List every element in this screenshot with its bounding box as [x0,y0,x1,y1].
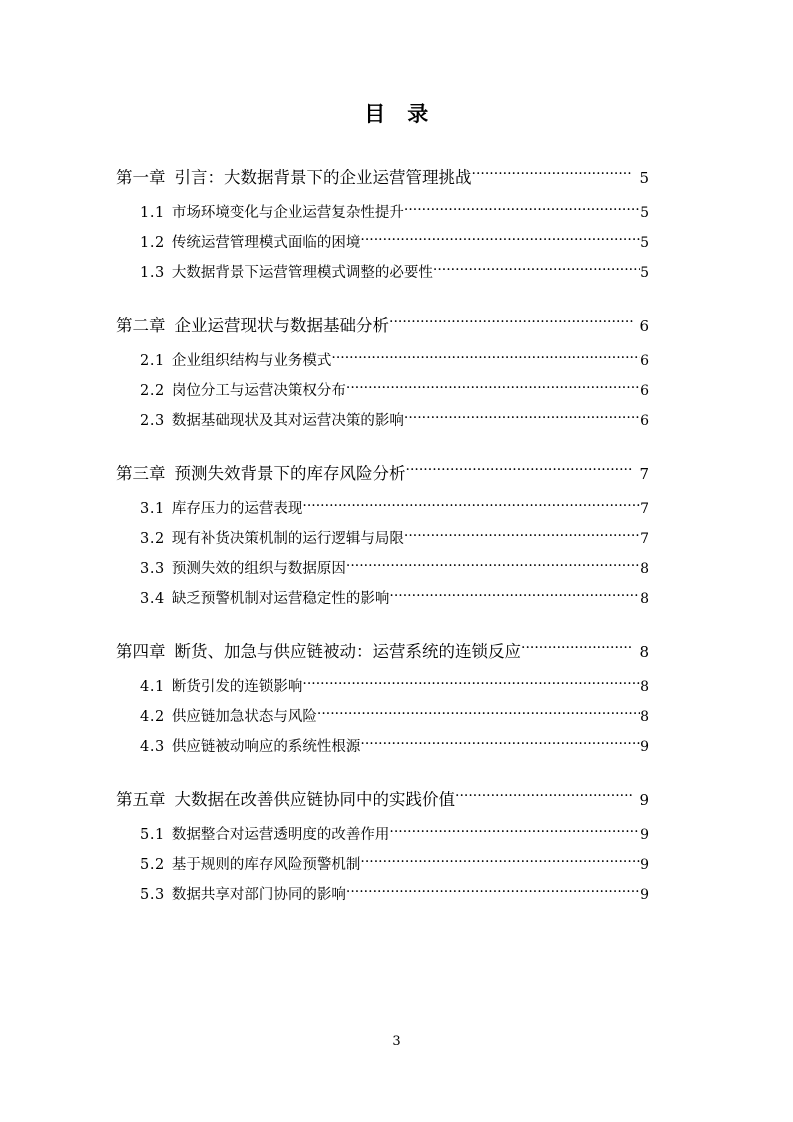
toc-dot-leader [302,499,640,514]
toc-dot-leader [360,233,640,248]
toc-chapter-group [116,310,649,436]
toc-section-number: 2.3 [140,413,165,429]
toc-section-number: 5.2 [140,857,165,873]
toc-chapter-entry[interactable] [116,636,649,668]
toc-section-title: 现有补货决策机制的运行逻辑与局限 [171,531,404,547]
toc-chapter-page: 5 [639,169,649,187]
toc-dot-leader [521,641,633,658]
toc-section-entry[interactable] [116,732,649,762]
toc-section-page: 9 [640,827,649,843]
toc-section-entry[interactable] [116,820,649,850]
toc-section-title: 市场环境变化与企业运营复杂性提升 [171,205,404,221]
toc-section-page: 8 [640,679,649,695]
toc-section-page: 8 [640,561,649,577]
toc-section-title: 企业组织结构与业务模式 [171,353,332,369]
toc-section-entry[interactable] [116,584,649,614]
toc-section-number: 4.1 [140,679,165,695]
toc-section-entry[interactable] [116,258,649,288]
toc-section-number: 4.2 [140,709,165,725]
toc-chapter-entry[interactable] [116,162,649,194]
toc-section-title: 岗位分工与运营决策权分布 [171,383,346,399]
toc-dot-leader [360,737,640,752]
footer-page-number: 3 [392,1034,401,1049]
toc-dot-leader [455,789,633,806]
toc-section-title: 数据共享对部门协同的影响 [171,887,346,903]
toc-dot-leader [433,263,640,278]
toc-list [116,162,649,910]
toc-section-entry[interactable] [116,406,649,436]
toc-chapter-group [116,458,649,614]
toc-section-page: 9 [640,739,649,755]
toc-chapter-entry[interactable] [116,458,649,490]
toc-section-number: 3.4 [140,591,165,607]
toc-chapter-group [116,636,649,762]
toc-dot-leader [331,351,640,366]
toc-dot-leader [404,529,640,544]
toc-section-entry[interactable] [116,702,649,732]
toc-section-entry[interactable] [116,672,649,702]
toc-section-number: 5.1 [140,827,165,843]
toc-dot-leader [404,203,640,218]
toc-dot-leader [406,463,634,480]
toc-dot-leader [404,411,640,426]
toc-section-number: 2.2 [140,383,165,399]
toc-dot-leader [389,825,640,840]
toc-dot-leader [317,707,640,722]
toc-chapter-page: 6 [639,317,649,335]
toc-chapter-number: 第五章 [116,790,166,809]
toc-section-title: 预测失效的组织与数据原因 [171,561,346,577]
toc-chapter-title: 大数据在改善供应链协同中的实践价值 [174,790,455,809]
toc-dot-leader [389,315,633,332]
toc-section-title: 大数据背景下运营管理模式调整的必要性 [171,265,433,281]
toc-section-title: 供应链被动响应的系统性根源 [171,739,361,755]
toc-section-entry[interactable] [116,346,649,376]
toc-section-title: 库存压力的运营表现 [171,501,303,517]
toc-dot-leader [302,677,640,692]
toc-section-title: 断货引发的连锁影响 [171,679,303,695]
toc-section-page: 7 [640,501,649,517]
toc-chapter-title: 企业运营现状与数据基础分析 [174,316,389,335]
toc-section-number: 1.3 [140,265,165,281]
toc-chapter-number: 第四章 [116,642,166,661]
toc-chapter-entry[interactable] [116,784,649,816]
toc-chapter-title: 预测失效背景下的库存风险分析 [174,464,406,483]
toc-section-number: 4.3 [140,739,165,755]
toc-section-page: 9 [640,857,649,873]
toc-dot-leader [346,559,640,574]
toc-chapter-number: 第一章 [116,168,166,187]
toc-section-number: 2.1 [140,353,165,369]
toc-section-entry[interactable] [116,228,649,258]
toc-section-entry[interactable] [116,880,649,910]
toc-section-page: 5 [640,235,649,251]
toc-chapter-group [116,784,649,910]
toc-chapter-title: 断货、加急与供应链被动：运营系统的连锁反应 [174,642,521,661]
toc-section-page: 9 [640,887,649,903]
toc-section-entry[interactable] [116,554,649,584]
toc-section-entry[interactable] [116,494,649,524]
toc-dot-leader [360,855,640,870]
toc-chapter-page: 9 [639,791,649,809]
toc-section-number: 3.3 [140,561,165,577]
toc-section-title: 数据整合对运营透明度的改善作用 [171,827,390,843]
toc-dot-leader [472,167,634,184]
toc-section-page: 5 [640,265,649,281]
toc-chapter-page: 8 [639,643,649,661]
toc-section-entry[interactable] [116,850,649,880]
toc-section-entry[interactable] [116,376,649,406]
toc-section-page: 7 [640,531,649,547]
toc-chapter-entry[interactable] [116,310,649,342]
toc-section-number: 3.1 [140,501,165,517]
toc-section-page: 6 [640,413,649,429]
toc-section-number: 3.2 [140,531,165,547]
toc-section-entry[interactable] [116,524,649,554]
toc-chapter-group [116,162,649,288]
toc-dot-leader [346,885,640,900]
toc-section-page: 6 [640,383,649,399]
toc-chapter-number: 第二章 [116,316,166,335]
toc-dot-leader [389,589,640,604]
page-title: 目 录 [364,101,429,126]
toc-chapter-number: 第三章 [116,464,166,483]
toc-section-page: 8 [640,709,649,725]
toc-section-title: 缺乏预警机制对运营稳定性的影响 [171,591,390,607]
toc-chapter-title: 引言：大数据背景下的企业运营管理挑战 [174,168,472,187]
toc-section-number: 1.1 [140,205,165,221]
toc-section-page: 6 [640,353,649,369]
toc-section-page: 8 [640,591,649,607]
toc-dot-leader [346,381,640,396]
toc-section-title: 基于规则的库存风险预警机制 [171,857,361,873]
toc-section-title: 供应链加急状态与风险 [171,709,317,725]
toc-chapter-page: 7 [639,465,649,483]
toc-section-number: 1.2 [140,235,165,251]
toc-section-number: 5.3 [140,887,165,903]
toc-section-entry[interactable] [116,198,649,228]
toc-section-title: 传统运营管理模式面临的困境 [171,235,361,251]
toc-section-title: 数据基础现状及其对运营决策的影响 [171,413,404,429]
toc-section-page: 5 [640,205,649,221]
